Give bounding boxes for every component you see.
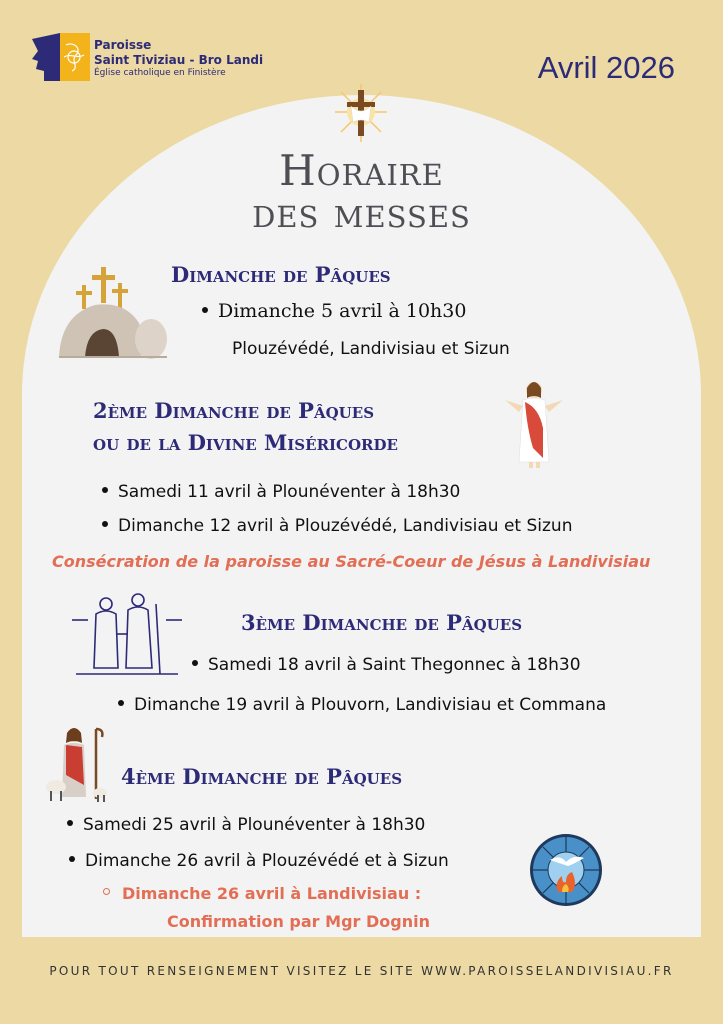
list-item: Dimanche 5 avril à 10h30 bbox=[202, 300, 466, 322]
good-shepherd-icon bbox=[44, 725, 108, 805]
list-item: Samedi 18 avril à Saint Thegonnec à 18h30 bbox=[192, 655, 581, 675]
tomb-crosses-icon bbox=[55, 265, 167, 361]
month-label: Avril 2026 bbox=[537, 50, 675, 85]
parish-line1: Paroisse bbox=[94, 38, 152, 52]
section4-heading: 4ème Dimanche de Pâques bbox=[121, 764, 403, 789]
section2-note: Consécration de la paroisse au Sacré-Coeur de Jésus à Landivisiau bbox=[52, 552, 651, 571]
title-line1: Horaire bbox=[279, 146, 444, 195]
section4-note-line1: Dimanche 26 avril à Landivisiau : bbox=[103, 884, 421, 903]
holy-spirit-dove-icon bbox=[528, 832, 604, 908]
section4-note-line2: Confirmation par Mgr Dognin bbox=[167, 912, 430, 931]
title-line2: des messes bbox=[252, 188, 471, 237]
section3-heading: 3ème Dimanche de Pâques bbox=[241, 610, 523, 635]
emmaus-disciples-icon bbox=[72, 590, 182, 678]
parish-logo-icon bbox=[30, 33, 90, 81]
footer-text: POUR TOUT RENSEIGNEMENT VISITEZ LE SITE WWW.PAROISSELANDIVISIAU.FR bbox=[49, 964, 674, 978]
section1-heading: Dimanche de Pâques bbox=[171, 262, 391, 287]
list-item: Samedi 11 avril à Plounéventer à 18h30 bbox=[102, 482, 460, 502]
list-item: Dimanche 26 avril à Plouzévédé et à Sizun bbox=[69, 851, 449, 871]
parish-line2: Saint Tiviziau - Bro Landi bbox=[94, 53, 264, 67]
risen-cross-icon bbox=[331, 82, 391, 144]
list-item: Dimanche 19 avril à Plouvorn, Landivisiau et Commana bbox=[118, 695, 606, 715]
list-item: Dimanche 12 avril à Plouzévédé, Landivisiau et Sizun bbox=[102, 516, 572, 536]
section1-detail: Plouzévédé, Landivisiau et Sizun bbox=[232, 339, 510, 359]
section2-heading-line2: ou de la Divine Miséricorde bbox=[93, 430, 398, 455]
list-item: Samedi 25 avril à Plounéventer à 18h30 bbox=[67, 815, 425, 835]
risen-christ-icon bbox=[503, 378, 565, 468]
section2-heading-line1: 2ème Dimanche de Pâques bbox=[93, 398, 375, 423]
parish-line3: Église catholique en Finistère bbox=[94, 68, 226, 78]
parish-name bbox=[94, 38, 263, 79]
